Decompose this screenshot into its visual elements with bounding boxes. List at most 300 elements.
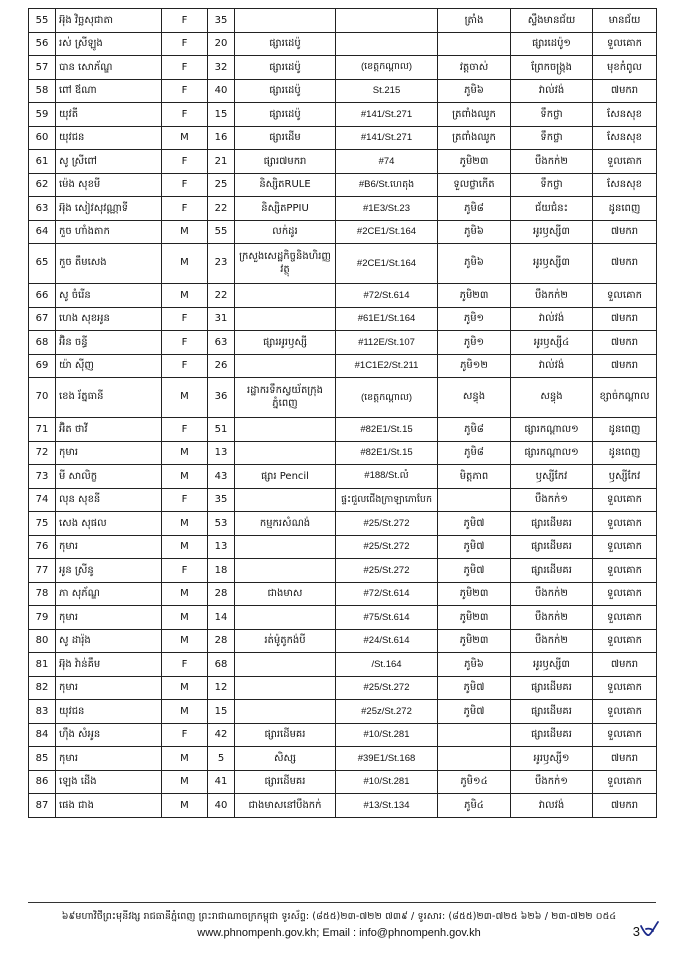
person-name-cell: អ៊ុង វិច្ឆសុជាតា [56, 9, 162, 33]
person-name-cell: ផេង ជាង [56, 794, 162, 818]
row-number-cell: 59 [29, 103, 56, 127]
age-cell: 35 [208, 488, 235, 512]
sex-cell: F [162, 418, 208, 442]
table-row [29, 535, 657, 559]
commune-cell: បឹងកក់២ [511, 606, 593, 630]
village-cell: ភូមិ៧ [438, 559, 511, 583]
district-cell: ទួលគោក [593, 488, 657, 512]
district-cell: ៧មករា [593, 331, 657, 355]
sex-cell: M [162, 700, 208, 724]
district-cell: ទួលគោក [593, 150, 657, 174]
commune-cell: បឹងកក់២ [511, 629, 593, 653]
district-cell: ឫស្សីកែវ [593, 465, 657, 489]
district-cell: ទួលគោក [593, 676, 657, 700]
district-cell: ដូនពេញ [593, 418, 657, 442]
sex-cell: F [162, 173, 208, 197]
table-row [29, 465, 657, 489]
row-number-cell: 76 [29, 535, 56, 559]
house-street-cell: #82E1/St.15 [336, 418, 438, 442]
village-cell: ភូមិ២៣ [438, 284, 511, 308]
table-row [29, 244, 657, 284]
table-row [29, 32, 657, 56]
person-name-cell: យ៉ា ស៊ីញ [56, 354, 162, 378]
footer [0, 910, 678, 939]
row-number-cell: 80 [29, 629, 56, 653]
commune-cell: ផ្សារដើមគរ [511, 700, 593, 724]
district-cell: ខ្សាច់កណ្ដាល [593, 378, 657, 418]
occupation-cell: ផ្សារដើមគរ [235, 770, 336, 794]
age-cell: 68 [208, 653, 235, 677]
row-number-cell: 72 [29, 441, 56, 465]
row-number-cell: 69 [29, 354, 56, 378]
occupation-cell: ផ្សារដើមគរ [235, 723, 336, 747]
district-cell: សែនសុខ [593, 126, 657, 150]
occupation-cell [235, 676, 336, 700]
age-cell: 42 [208, 723, 235, 747]
table-row [29, 79, 657, 103]
commune-cell: វាល់វង់ [511, 354, 593, 378]
table-row [29, 770, 657, 794]
age-cell: 14 [208, 606, 235, 630]
village-cell: ភូមិ៦ [438, 244, 511, 284]
district-cell: ទួលគោក [593, 723, 657, 747]
person-name-cell: យុវជន [56, 126, 162, 150]
commune-cell: ផ្សារដេប៉ូ១ [511, 32, 593, 56]
occupation-cell: ផ្សារដេប៉ូ [235, 103, 336, 127]
table-row [29, 378, 657, 418]
occupation-cell [235, 559, 336, 583]
occupation-cell: ផ្សារអូរឫស្សី [235, 331, 336, 355]
village-cell [438, 747, 511, 771]
district-cell: មុខកំពូល [593, 56, 657, 80]
person-name-cell: ហេង សុខអូន [56, 307, 162, 331]
age-cell: 26 [208, 354, 235, 378]
commune-cell: ផ្សារដើមគរ [511, 535, 593, 559]
sex-cell: M [162, 284, 208, 308]
commune-cell: ផ្សារដើមគរ [511, 723, 593, 747]
village-cell: ត្រពាំងឈូក [438, 126, 511, 150]
table-row [29, 150, 657, 174]
row-number-cell: 62 [29, 173, 56, 197]
sex-cell: F [162, 197, 208, 221]
table-row [29, 331, 657, 355]
table-row [29, 173, 657, 197]
row-number-cell: 60 [29, 126, 56, 150]
village-cell: ភូមិ៨ [438, 197, 511, 221]
sex-cell: M [162, 747, 208, 771]
person-name-cell: កុមារ [56, 747, 162, 771]
village-cell: ភូមិ២៣ [438, 150, 511, 174]
sex-cell: M [162, 770, 208, 794]
sex-cell: F [162, 56, 208, 80]
commune-cell: ឫស្សីកែវ [511, 465, 593, 489]
commune-cell: សន្ធុង [511, 378, 593, 418]
row-number-cell: 85 [29, 747, 56, 771]
person-name-cell: ភា សុភ័ណ្ឌ [56, 582, 162, 606]
commune-cell: ជ័យជំនះ [511, 197, 593, 221]
house-street-cell: #2CE1/St.164 [336, 244, 438, 284]
district-cell: ទួលគោក [593, 582, 657, 606]
person-name-cell: កុមារ [56, 606, 162, 630]
occupation-cell: លក់ដូរ [235, 220, 336, 244]
occupation-cell [235, 307, 336, 331]
occupation-cell: រដ្ឋាករទឹកស្វយ័តក្រុងភ្នំពេញ [235, 378, 336, 418]
sex-cell: M [162, 378, 208, 418]
district-cell: ៧មករា [593, 79, 657, 103]
person-name-cell: សូ ដារ៉ុង [56, 629, 162, 653]
person-name-cell: ពៅ ឪណា [56, 79, 162, 103]
table-body [29, 9, 657, 818]
village-cell: ទួលថ្លាកើត [438, 173, 511, 197]
age-cell: 22 [208, 197, 235, 221]
table-row [29, 723, 657, 747]
village-cell: ត្រាំង [438, 9, 511, 33]
table-row [29, 354, 657, 378]
person-name-cell: អ៊ិន ចន្ធី [56, 331, 162, 355]
house-street-cell: #72/St.614 [336, 582, 438, 606]
district-cell: ៧មករា [593, 653, 657, 677]
house-street-cell: #25z/St.272 [336, 700, 438, 724]
row-number-cell: 71 [29, 418, 56, 442]
age-cell: 18 [208, 559, 235, 583]
row-number-cell: 67 [29, 307, 56, 331]
commune-cell: អូរឫស្សី៣ [511, 653, 593, 677]
person-name-cell: សូ ចំរើន [56, 284, 162, 308]
house-street-cell: (ខេត្តកណ្ដាល) [336, 378, 438, 418]
district-cell: ទួលគោក [593, 559, 657, 583]
district-cell: ទួលគោក [593, 32, 657, 56]
district-cell: ៧មករា [593, 307, 657, 331]
table-row [29, 488, 657, 512]
occupation-cell [235, 535, 336, 559]
house-street-cell: #39E1/St.168 [336, 747, 438, 771]
person-name-cell: អ៊ុង វ៉ាន់គឹម [56, 653, 162, 677]
occupation-cell: ផ្សារដេប៉ូ [235, 32, 336, 56]
commune-cell: បឹងកក់១ [511, 770, 593, 794]
commune-cell: អូរឫស្សី៣ [511, 220, 593, 244]
occupation-cell: ផ្សារដើម [235, 126, 336, 150]
commune-cell: ផ្សារដើមគរ [511, 512, 593, 536]
occupation-cell [235, 606, 336, 630]
occupation-cell [235, 354, 336, 378]
house-street-cell: #10/St.281 [336, 770, 438, 794]
sex-cell: F [162, 559, 208, 583]
table-row [29, 559, 657, 583]
table-row [29, 676, 657, 700]
age-cell: 55 [208, 220, 235, 244]
sex-cell: M [162, 441, 208, 465]
house-street-cell: #25/St.272 [336, 559, 438, 583]
village-cell: ភូមិ២៣ [438, 606, 511, 630]
row-number-cell: 68 [29, 331, 56, 355]
house-street-cell: #25/St.272 [336, 676, 438, 700]
person-name-cell: អ៊ិត ថាវី [56, 418, 162, 442]
house-street-cell: #10/St.281 [336, 723, 438, 747]
commune-cell: ផ្សារដើមគរ [511, 676, 593, 700]
village-cell: ភូមិ៦ [438, 653, 511, 677]
house-street-cell: #B6/St.ហេតុង [336, 173, 438, 197]
house-street-cell: #72/St.614 [336, 284, 438, 308]
age-cell: 53 [208, 512, 235, 536]
occupation-cell [235, 653, 336, 677]
age-cell: 12 [208, 676, 235, 700]
table-row [29, 794, 657, 818]
occupation-cell: និស្សិតRULE [235, 173, 336, 197]
district-cell: ទួលគោក [593, 512, 657, 536]
house-street-cell: ផ្ទះជួលជើងក្រាឡាភោបែក [336, 488, 438, 512]
sex-cell: F [162, 354, 208, 378]
village-cell: ភូមិ១ [438, 307, 511, 331]
row-number-cell: 75 [29, 512, 56, 536]
sex-cell: F [162, 9, 208, 33]
district-cell: ៧មករា [593, 244, 657, 284]
sex-cell: M [162, 512, 208, 536]
table-row [29, 700, 657, 724]
person-name-cell: អូន ស្រីនូ [56, 559, 162, 583]
village-cell: ភូមិ៧ [438, 700, 511, 724]
row-number-cell: 87 [29, 794, 56, 818]
commune-cell: ផ្សារដើមគរ [511, 559, 593, 583]
person-name-cell: កួច ហាំងតាក [56, 220, 162, 244]
district-cell: ដូនពេញ [593, 441, 657, 465]
house-street-cell: #141/St.271 [336, 126, 438, 150]
house-street-cell: #61E1/St.164 [336, 307, 438, 331]
commune-cell: ស្ទឹងមានជ័យ [511, 9, 593, 33]
commune-cell: បឹងកក់២ [511, 150, 593, 174]
footer-address: ៦៩មហាវិថីព្រះមុនីវង្ស រាជធានីភ្នំពេញ ព្រះរាជាណាចក្រកម្ពុជា ទូរស័ព្ទ: (៨៥៥)២៣-៧២២ ៧៣៩ / ទូរសារ: (៨៥៥)២៣-៧២៥ ៦២៦ / ២៣-៧២២ ០៥៤ [61, 911, 617, 922]
row-number-cell: 63 [29, 197, 56, 221]
row-number-cell: 84 [29, 723, 56, 747]
person-name-cell: សេង សុផល [56, 512, 162, 536]
age-cell: 20 [208, 32, 235, 56]
row-number-cell: 73 [29, 465, 56, 489]
age-cell: 40 [208, 794, 235, 818]
sex-cell: M [162, 794, 208, 818]
person-name-cell: កុមារ [56, 441, 162, 465]
page-number: 3 [632, 924, 640, 939]
occupation-cell: រត់ម៉ូតូកង់បី [235, 629, 336, 653]
sex-cell: M [162, 244, 208, 284]
row-number-cell: 81 [29, 653, 56, 677]
occupation-cell [235, 9, 336, 33]
person-name-cell: លុន សុខនី [56, 488, 162, 512]
sex-cell: F [162, 723, 208, 747]
table-row [29, 512, 657, 536]
table-row [29, 197, 657, 221]
sex-cell: M [162, 465, 208, 489]
house-street-cell: #25/St.272 [336, 535, 438, 559]
house-street-cell [336, 9, 438, 33]
table-row [29, 441, 657, 465]
district-cell: ទួលគោក [593, 770, 657, 794]
house-street-cell: (ខេត្តកណ្ដាល) [336, 56, 438, 80]
person-name-cell: មី សាលិក្ខ [56, 465, 162, 489]
person-name-cell: រស់ ស្រីឡូង [56, 32, 162, 56]
district-cell: ទួលគោក [593, 606, 657, 630]
case-table [28, 8, 657, 818]
commune-cell: អូរឫស្សី៣ [511, 244, 593, 284]
person-name-cell: ខេង រ័ត្នធានី [56, 378, 162, 418]
age-cell: 35 [208, 9, 235, 33]
district-cell: ទួលគោក [593, 629, 657, 653]
sex-cell: F [162, 653, 208, 677]
footer-contact: www.phnompenh.gov.kh; Email : info@phnompenh.gov.kh [197, 927, 481, 939]
sex-cell: F [162, 103, 208, 127]
house-street-cell: #82E1/St.15 [336, 441, 438, 465]
age-cell: 40 [208, 79, 235, 103]
house-street-cell: #13/St.134 [336, 794, 438, 818]
house-street-cell: /St.164 [336, 653, 438, 677]
village-cell: ភូមិ៦ [438, 220, 511, 244]
person-name-cell: កួច តឹមសេង [56, 244, 162, 284]
sex-cell: M [162, 629, 208, 653]
commune-cell: បឹងកក់១ [511, 488, 593, 512]
person-name-cell: ឡេង ដើង [56, 770, 162, 794]
row-number-cell: 55 [29, 9, 56, 33]
person-name-cell: យុវតី [56, 103, 162, 127]
village-cell [438, 32, 511, 56]
row-number-cell: 61 [29, 150, 56, 174]
house-street-cell: #24/St.614 [336, 629, 438, 653]
village-cell: ភូមិ១៤ [438, 770, 511, 794]
sex-cell: M [162, 126, 208, 150]
house-street-cell: #2CE1/St.164 [336, 220, 438, 244]
row-number-cell: 82 [29, 676, 56, 700]
age-cell: 28 [208, 629, 235, 653]
occupation-cell [235, 284, 336, 308]
age-cell: 36 [208, 378, 235, 418]
signature-mark [638, 918, 660, 940]
person-name-cell: កុមារ [56, 676, 162, 700]
commune-cell: ទឹកថ្លា [511, 126, 593, 150]
occupation-cell: ផ្សារដេប៉ូ [235, 56, 336, 80]
occupation-cell: ក្រសួងសេដ្ឋកិច្ចនិងហិរញ្ញវត្ថុ [235, 244, 336, 284]
occupation-cell [235, 700, 336, 724]
sex-cell: M [162, 606, 208, 630]
commune-cell: វាល់វង់ [511, 307, 593, 331]
commune-cell: ផ្សារកណ្ដាល១ [511, 418, 593, 442]
sex-cell: M [162, 535, 208, 559]
sex-cell: M [162, 676, 208, 700]
age-cell: 43 [208, 465, 235, 489]
district-cell: ៧មករា [593, 747, 657, 771]
age-cell: 25 [208, 173, 235, 197]
person-name-cell: បាន សោភ័ណ្ឌ [56, 56, 162, 80]
person-name-cell: ហ៊ឹង សំអូន [56, 723, 162, 747]
occupation-cell [235, 441, 336, 465]
age-cell: 23 [208, 244, 235, 284]
occupation-cell: សិស្ស [235, 747, 336, 771]
row-number-cell: 70 [29, 378, 56, 418]
commune-cell: ទឹកថ្លា [511, 173, 593, 197]
house-street-cell: #74 [336, 150, 438, 174]
district-cell: ទួលគោក [593, 535, 657, 559]
district-cell: សែនសុខ [593, 173, 657, 197]
house-street-cell: #75/St.614 [336, 606, 438, 630]
footer-divider [28, 902, 656, 903]
occupation-cell [235, 418, 336, 442]
age-cell: 63 [208, 331, 235, 355]
village-cell: ភូមិ២៣ [438, 582, 511, 606]
row-number-cell: 58 [29, 79, 56, 103]
sex-cell: F [162, 150, 208, 174]
commune-cell: ទឹកថ្លា [511, 103, 593, 127]
village-cell [438, 723, 511, 747]
district-cell: ៧មករា [593, 220, 657, 244]
occupation-cell: ផ្សារ Pencil [235, 465, 336, 489]
table-row [29, 126, 657, 150]
row-number-cell: 77 [29, 559, 56, 583]
district-cell: ដូនពេញ [593, 197, 657, 221]
row-number-cell: 65 [29, 244, 56, 284]
occupation-cell: ផ្សារ៧មករា [235, 150, 336, 174]
table-row [29, 9, 657, 33]
commune-cell: ព្រែកចង្ក្រង [511, 56, 593, 80]
age-cell: 13 [208, 441, 235, 465]
house-street-cell: #1C1E2/St.211 [336, 354, 438, 378]
commune-cell: វាលវង់ [511, 794, 593, 818]
row-number-cell: 78 [29, 582, 56, 606]
age-cell: 13 [208, 535, 235, 559]
sex-cell: M [162, 582, 208, 606]
table-row [29, 629, 657, 653]
occupation-cell: និស្សិតPPIU [235, 197, 336, 221]
village-cell: ភូមិ១ [438, 331, 511, 355]
district-cell: ទួលគោក [593, 284, 657, 308]
village-cell: ភូមិ៨ [438, 441, 511, 465]
house-street-cell: St.215 [336, 79, 438, 103]
table-row [29, 56, 657, 80]
sex-cell: F [162, 79, 208, 103]
house-street-cell [336, 32, 438, 56]
table-row [29, 284, 657, 308]
table-row [29, 582, 657, 606]
village-cell: ភូមិ២៣ [438, 629, 511, 653]
house-street-cell: #1E3/St.23 [336, 197, 438, 221]
district-cell: ទួលគោក [593, 700, 657, 724]
row-number-cell: 64 [29, 220, 56, 244]
commune-cell: វាល់វង់ [511, 79, 593, 103]
age-cell: 31 [208, 307, 235, 331]
age-cell: 21 [208, 150, 235, 174]
table-row [29, 653, 657, 677]
occupation-cell: ផ្សារដេប៉ូ [235, 79, 336, 103]
house-street-cell: #188/St.លំ [336, 465, 438, 489]
row-number-cell: 86 [29, 770, 56, 794]
age-cell: 22 [208, 284, 235, 308]
age-cell: 15 [208, 103, 235, 127]
sex-cell: F [162, 307, 208, 331]
row-number-cell: 66 [29, 284, 56, 308]
commune-cell: អូរឫស្សី៤ [511, 331, 593, 355]
occupation-cell: ជាងមាស [235, 582, 336, 606]
village-cell: ភូមិ៨ [438, 418, 511, 442]
village-cell: ភូមិ៧ [438, 535, 511, 559]
district-cell: ៧មករា [593, 794, 657, 818]
sex-cell: M [162, 220, 208, 244]
commune-cell: បឹងកក់២ [511, 284, 593, 308]
row-number-cell: 57 [29, 56, 56, 80]
occupation-cell: កម្មករសំណង់ [235, 512, 336, 536]
district-cell: សែនសុខ [593, 103, 657, 127]
village-cell: មិត្តភាព [438, 465, 511, 489]
age-cell: 41 [208, 770, 235, 794]
age-cell: 5 [208, 747, 235, 771]
village-cell: វត្តចាស់ [438, 56, 511, 80]
village-cell: ភូមិ១២ [438, 354, 511, 378]
house-street-cell: #141/St.271 [336, 103, 438, 127]
age-cell: 32 [208, 56, 235, 80]
